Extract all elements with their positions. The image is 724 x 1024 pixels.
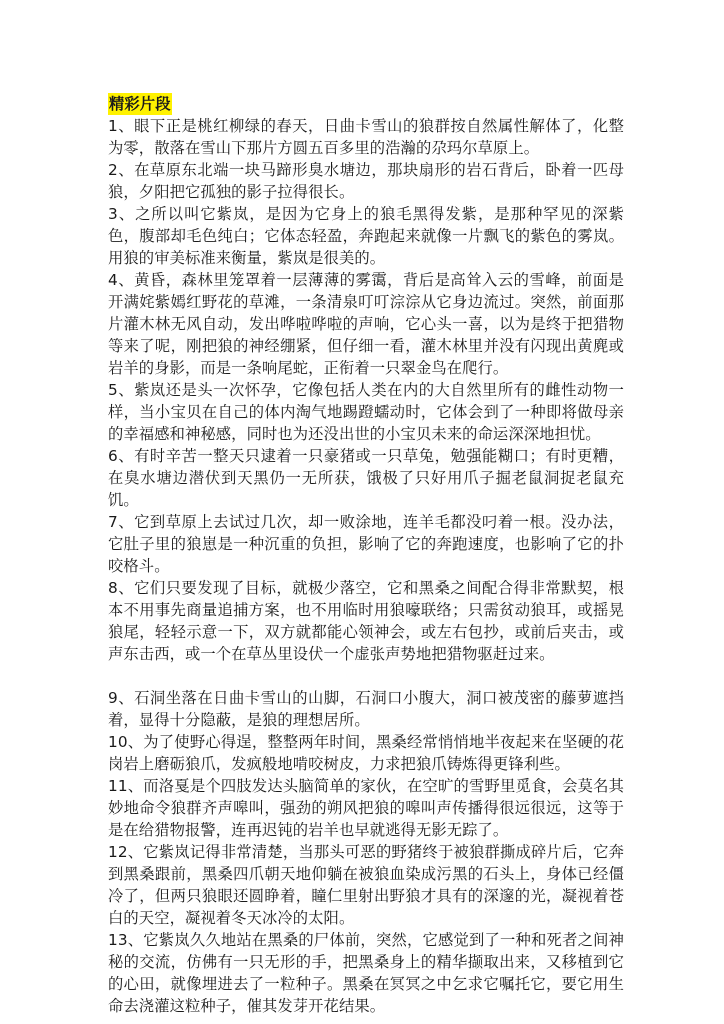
paragraph-gap [108,665,624,687]
paragraph-3: 3、之所以叫它紫岚，是因为它身上的狼毛黑得发紫，是那种罕见的深紫色，腹部却毛色纯白；它体态轻盈，奔跑起来就像一片飘飞的紫色的雾岚。用狼的审美标准来衡量，紫岚是很美的。 [108,205,624,267]
paragraph-12: 12、它紫岚记得非常清楚，当那头可恶的野猪终于被狼群撕成碎片后，它奔到黑桑跟前，黑桑四爪朝天地仰躺在被狼血染成污黑的石头上，身体已经僵冷了，但两只狼眼还圆睁着，瞳仁里射出野狼才具有的深邃的光，凝视着苍白的天空，凝视着冬天冰冷的太阳。 [108,843,624,927]
paragraph-6: 6、有时辛苦一整天只逮着一只豪猪或一只草兔，勉强能糊口；有时更糟，在臭水塘边潜伏到天黑仍一无所获，饿极了只好用爪子掘老鼠洞捉老鼠充饥。 [108,447,624,509]
paragraph-1: 1、眼下正是桃红柳绿的春天，日曲卡雪山的狼群按自然属性解体了，化整为零，散落在雪山下那片方圆五百多里的浩瀚的尕玛尔草原上。 [108,117,624,157]
paragraph-13: 13、它紫岚久久地站在黑桑的尸体前，突然，它感觉到了一种和死者之间神秘的交流，仿佛有一只无形的手，把黑桑身上的精华撷取出来，又移植到它的心田，就像埋进去了一粒种子。黑桑在冥冥之中乞求它嘱托它，要它用生命去浇灌这粒种子，催其发芽开花结果。 [108,931,624,1015]
paragraph-7: 7、它到草原上去试过几次，却一败涂地，连羊毛都没叼着一根。没办法，它肚子里的狼崽是一种沉重的负担，影响了它的奔跑速度，也影响了它的扑咬格斗。 [108,513,624,575]
paragraph-2: 2、在草原东北端一块马蹄形臭水塘边，那块扇形的岩石背后，卧着一匹母狼，夕阳把它孤独的影子拉得很长。 [108,161,624,201]
paragraph-10: 10、为了使野心得逞，整整两年时间，黑桑经常悄悄地半夜起来在坚硬的花岗岩上磨砺狼爪，发疯般地啃咬树皮，力求把狼爪铸炼得更锋利些。 [108,733,624,773]
section-heading-line [108,93,624,115]
paragraph-8: 8、它们只要发现了目标，就极少落空，它和黑桑之间配合得非常默契，根本不用事先商量追捕方案，也不用临时用狼嚎联络；只需贫动狼耳，或摇晃狼尾，轻轻示意一下，双方就都能心领神会，或左右包抄，或前后夹击，或声东击西，或一个在草丛里设伏一个虚张声势地把猎物驱赶过来。 [108,579,624,663]
paragraph-9: 9、石洞坐落在日曲卡雪山的山脚，石洞口小腹大，洞口被茂密的藤萝遮挡着，显得十分隐蔽，是狼的理想居所。 [108,689,624,729]
document-body [108,93,624,1017]
paragraph-4: 4、黄昏，森林里笼罩着一层薄薄的雾霭，背后是高耸入云的雪峰，前面是开满姹紫嫣红野花的草滩，一条清泉叮叮淙淙从它身边流过。突然，前面那片灌木林无风自动，发出哗啦哗啦的声响，它心头一喜，以为是终于把猎物等来了呢，刚把狼的神经绷紧，但仔细一看，灌木林里并没有闪现出黄麂或岩羊的身影，而是一条响尾蛇，正衔着一只翠金鸟在爬行。 [108,271,624,377]
section-heading: 精彩片段 [109,95,171,113]
paragraph-5: 5、紫岚还是头一次怀孕，它像包括人类在内的大自然里所有的雌性动物一样，当小宝贝在自己的体内淘气地踢蹬蠕动时，它体会到了一种即将做母亲的幸福感和神秘感，同时也为还没出世的小宝贝未来的命运深深地担忧。 [108,381,624,443]
paragraph-11: 11、而洛戛是个四肢发达头脑简单的家伙，在空旷的雪野里觅食，会莫名其妙地命令狼群齐声嗥叫，强劲的朔风把狼的嗥叫声传播得很远很远，这等于是在给猎物报警，连再迟钝的岩羊也早就逃得无影无踪了。 [108,777,624,839]
